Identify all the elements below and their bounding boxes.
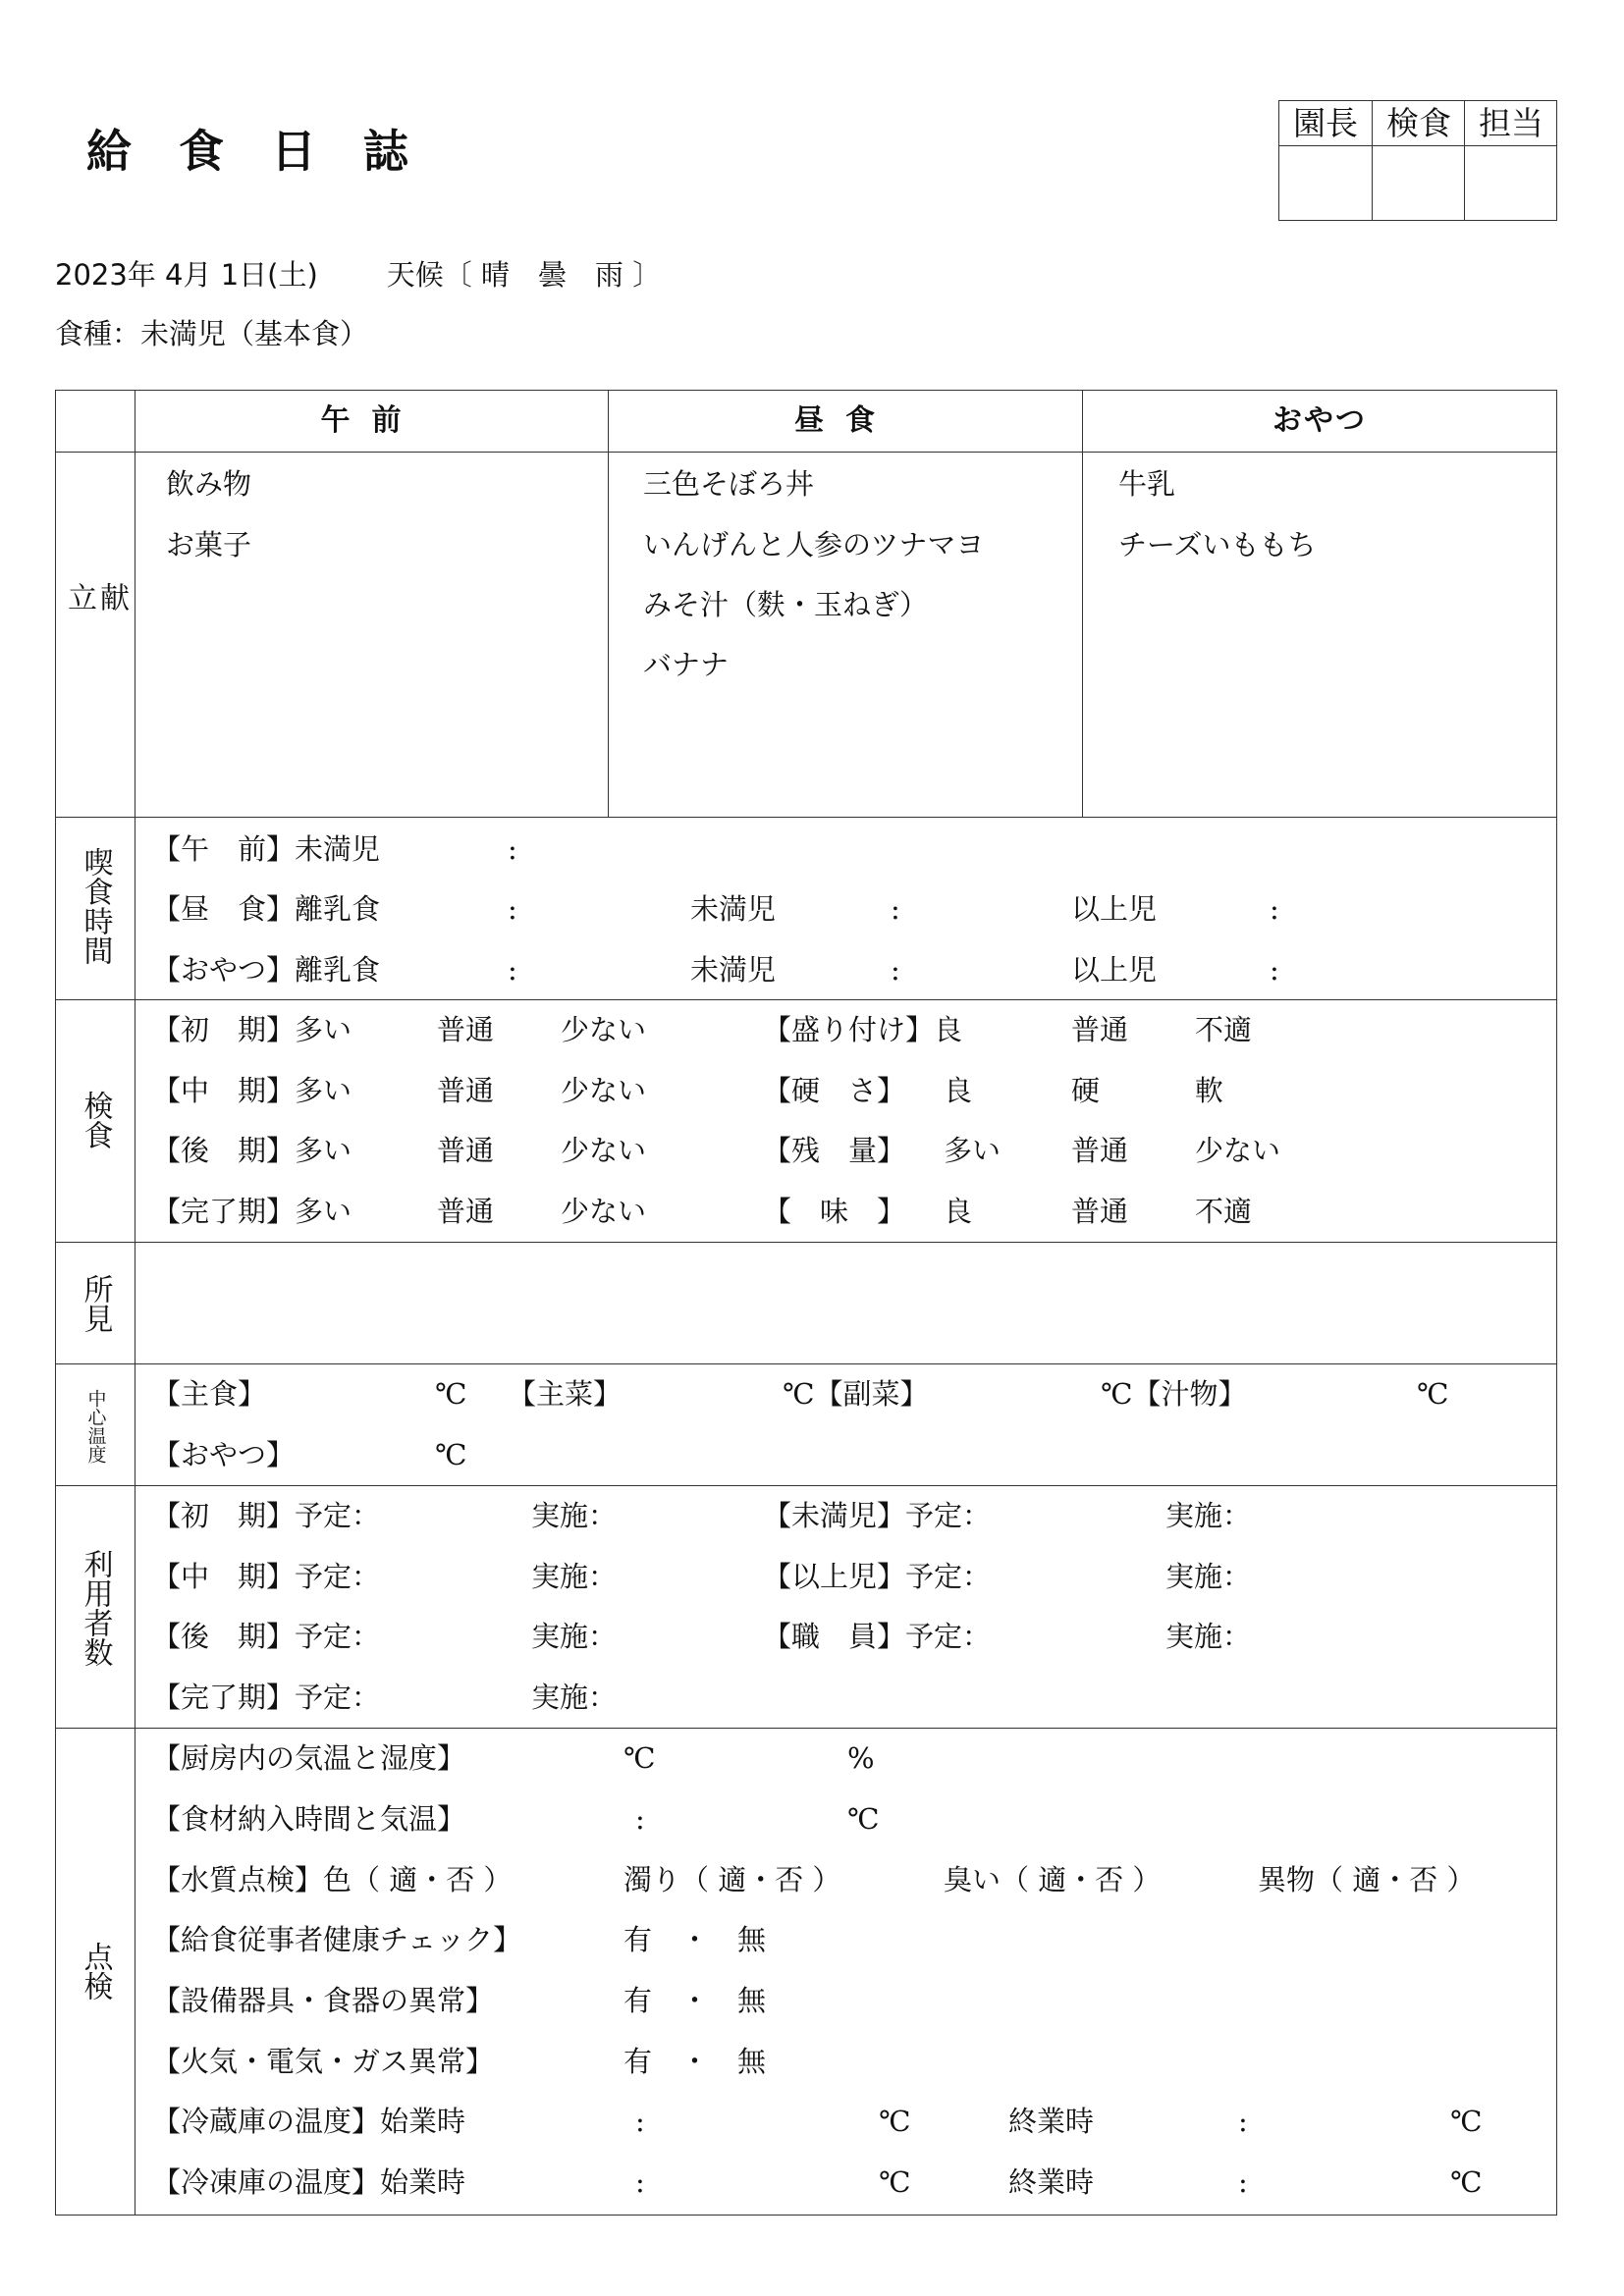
check-unit: ℃: [623, 1741, 656, 1775]
menu-lunch-item: いんげんと人参のツナマヨ: [643, 528, 985, 561]
inspection-stage: 【初 期】多い: [152, 1013, 352, 1046]
inspection-option: 少ない: [561, 1195, 647, 1228]
inspection-option: 普通: [437, 1195, 495, 1228]
check-label: 終業時: [1008, 2105, 1095, 2138]
inspection-stage: 【中 期】多い: [152, 1074, 352, 1107]
users-label: 【後 期】予定：: [152, 1620, 381, 1653]
section-label-text: 献立: [62, 582, 129, 670]
eating-time-colon: :: [1270, 953, 1279, 987]
check-unit: ℃: [847, 1802, 880, 1836]
section-label-text: 利用者数: [78, 1549, 113, 1667]
core-temp-label: 【主食】: [152, 1377, 267, 1411]
inspection-option: 少ない: [561, 1074, 647, 1107]
inspection-option: 普通: [437, 1074, 495, 1107]
core-temp-label: ℃【副菜】: [783, 1377, 929, 1411]
section-label-text: 検食: [78, 1091, 113, 1149]
weather-options: 〔 晴 曇 雨 〕: [443, 258, 662, 292]
check-unit: ℃: [879, 2165, 911, 2199]
users-label: 【初 期】予定：: [152, 1499, 381, 1532]
core-temp-unit: ℃: [435, 1438, 467, 1471]
check-label: 【冷凍庫の温度】始業時: [152, 2165, 466, 2199]
menu-lunch-item: みそ汁（麩・玉ねぎ）: [643, 588, 929, 621]
users-label: 【職 員】予定：: [763, 1620, 992, 1653]
stamp-divider: [1372, 101, 1373, 220]
approval-stamp-box: [1278, 100, 1557, 221]
check-label: 【設備器具・食器の異常】: [152, 1984, 495, 2017]
section-label-text: 喫食時間: [78, 847, 113, 965]
users-done: 実施：: [531, 1560, 618, 1593]
menu-lunch-item: バナナ: [643, 648, 730, 681]
inspection-option: 軟: [1195, 1074, 1224, 1107]
check-label: 【火気・電気・ガス異常】: [152, 2045, 495, 2078]
check-option: 有 ・ 無: [623, 2045, 767, 2078]
check-colon: :: [635, 2165, 645, 2199]
users-done: 実施：: [1165, 1560, 1252, 1593]
check-colon: :: [635, 2105, 645, 2138]
inspection-option: 少ない: [1195, 1134, 1281, 1167]
inspection-option: 硬: [1071, 1074, 1101, 1107]
users-label: 【以上児】予定：: [763, 1560, 992, 1593]
core-temp-label: ℃【汁物】: [1101, 1377, 1247, 1411]
section-label-menu: [56, 558, 135, 695]
inspection-criterion: 【 味 】: [763, 1195, 906, 1228]
stamp-divider: [1279, 145, 1556, 146]
eating-time-label: 未満児: [690, 892, 777, 926]
users-done: 実施：: [531, 1499, 618, 1532]
column-header-morning: 午前: [320, 403, 423, 438]
check-option: 有 ・ 無: [623, 1923, 767, 1956]
stamp-principal-label: 園長: [1293, 104, 1358, 142]
column-header-lunch: 昼食: [794, 403, 896, 438]
check-label: 終業時: [1008, 2165, 1095, 2199]
inspection-option: 多い: [944, 1134, 1001, 1167]
section-label-text: 中心温度: [84, 1389, 107, 1464]
inspection-option: 良: [944, 1074, 973, 1107]
users-label: 【完了期】予定：: [152, 1681, 381, 1714]
menu-lunch-item: 三色そぼろ丼: [643, 467, 815, 501]
inspection-option: 普通: [437, 1013, 495, 1046]
food-type: 食種：未満児（基本食）: [55, 317, 369, 350]
check-unit: ℃: [879, 2105, 911, 2138]
eating-time-label: 【午 前】未満児: [152, 832, 381, 866]
check-label: 【水質点検】色（ 適・否 ）: [152, 1863, 513, 1896]
check-option: 濁り（ 適・否 ）: [623, 1863, 841, 1896]
stamp-divider: [1464, 101, 1465, 220]
section-label-core-temp: [56, 1382, 135, 1470]
menu-morning-item: お菓子: [166, 528, 252, 561]
check-colon: :: [1238, 2105, 1248, 2138]
inspection-option: 良: [944, 1195, 973, 1228]
section-label-text: 所見: [78, 1274, 113, 1333]
inspection-criterion: 【盛り付け】良: [763, 1013, 963, 1046]
inspection-criterion: 【硬 さ】: [763, 1074, 906, 1107]
check-option: 臭い（ 適・否 ）: [944, 1863, 1162, 1896]
menu-snack-item: 牛乳: [1118, 467, 1176, 501]
section-label-check: [56, 1937, 135, 2005]
eating-time-label: 以上児: [1071, 892, 1158, 926]
users-label: 【未満児】予定：: [763, 1499, 992, 1532]
check-colon: :: [1238, 2165, 1248, 2199]
meal-log-table: [55, 390, 1557, 2216]
eating-time-colon: :: [1270, 892, 1279, 926]
check-option: 有 ・ 無: [623, 1984, 767, 2017]
weather-label: 天候: [386, 258, 444, 292]
stamp-inspection-label: 検食: [1386, 104, 1451, 142]
eating-time-label: 【昼 食】離乳食: [152, 892, 381, 926]
check-label: 【給食従事者健康チェック】: [152, 1923, 522, 1956]
check-unit: ℃: [1450, 2165, 1483, 2199]
stamp-staff-label: 担当: [1479, 104, 1543, 142]
inspection-option: 不適: [1195, 1195, 1253, 1228]
menu-snack-item: チーズいももち: [1118, 528, 1317, 561]
eating-time-label: 【おやつ】離乳食: [152, 953, 381, 987]
core-temp-unit: ℃: [1417, 1377, 1449, 1411]
check-label: 【食材納入時間と気温】: [152, 1802, 466, 1836]
check-unit: ℃: [1450, 2105, 1483, 2138]
core-temp-label: 【おやつ】: [152, 1438, 296, 1471]
eating-time-label: 未満児: [690, 953, 777, 987]
eating-time-colon: :: [891, 892, 900, 926]
core-temp-unit: ℃: [435, 1377, 467, 1411]
section-label-remarks: [56, 1269, 135, 1338]
eating-time-colon: :: [508, 892, 517, 926]
inspection-option: 普通: [437, 1134, 495, 1167]
eating-time-colon: :: [891, 953, 900, 987]
check-colon: :: [635, 1802, 645, 1836]
section-label-inspection: [56, 1086, 135, 1154]
inspection-option: 普通: [1071, 1013, 1129, 1046]
users-done: 実施：: [1165, 1620, 1252, 1653]
section-label-eating-time: [56, 837, 135, 975]
inspection-option: 普通: [1071, 1195, 1129, 1228]
users-done: 実施：: [531, 1620, 618, 1653]
date-weather-line: [55, 253, 661, 294]
inspection-stage: 【完了期】多い: [152, 1195, 352, 1228]
users-done: 実施：: [1165, 1499, 1252, 1532]
core-temp-label: 【主菜】: [508, 1377, 623, 1411]
inspection-stage: 【後 期】多い: [152, 1134, 352, 1167]
inspection-criterion: 【残 量】: [763, 1134, 906, 1167]
check-label: 【厨房内の気温と湿度】: [152, 1741, 466, 1775]
eating-time-colon: :: [508, 953, 517, 987]
inspection-option: 少ない: [561, 1013, 647, 1046]
menu-morning-item: 飲み物: [166, 467, 252, 501]
check-unit: %: [847, 1741, 875, 1775]
check-label: 【冷蔵庫の温度】始業時: [152, 2105, 466, 2138]
inspection-option: 少ない: [561, 1134, 647, 1167]
eating-time-colon: :: [508, 832, 517, 866]
users-label: 【中 期】予定：: [152, 1560, 381, 1593]
column-header-snack: おやつ: [1272, 403, 1367, 438]
page-title: 給食日誌: [86, 125, 456, 178]
date: 2023年 4月 1日(土): [55, 258, 318, 292]
users-done: 実施：: [531, 1681, 618, 1714]
inspection-option: 不適: [1195, 1013, 1253, 1046]
section-label-text: 点検: [78, 1942, 113, 2001]
eating-time-label: 以上児: [1071, 953, 1158, 987]
inspection-option: 普通: [1071, 1134, 1129, 1167]
check-option: 異物（ 適・否 ）: [1258, 1863, 1476, 1896]
section-label-users: [56, 1539, 135, 1677]
